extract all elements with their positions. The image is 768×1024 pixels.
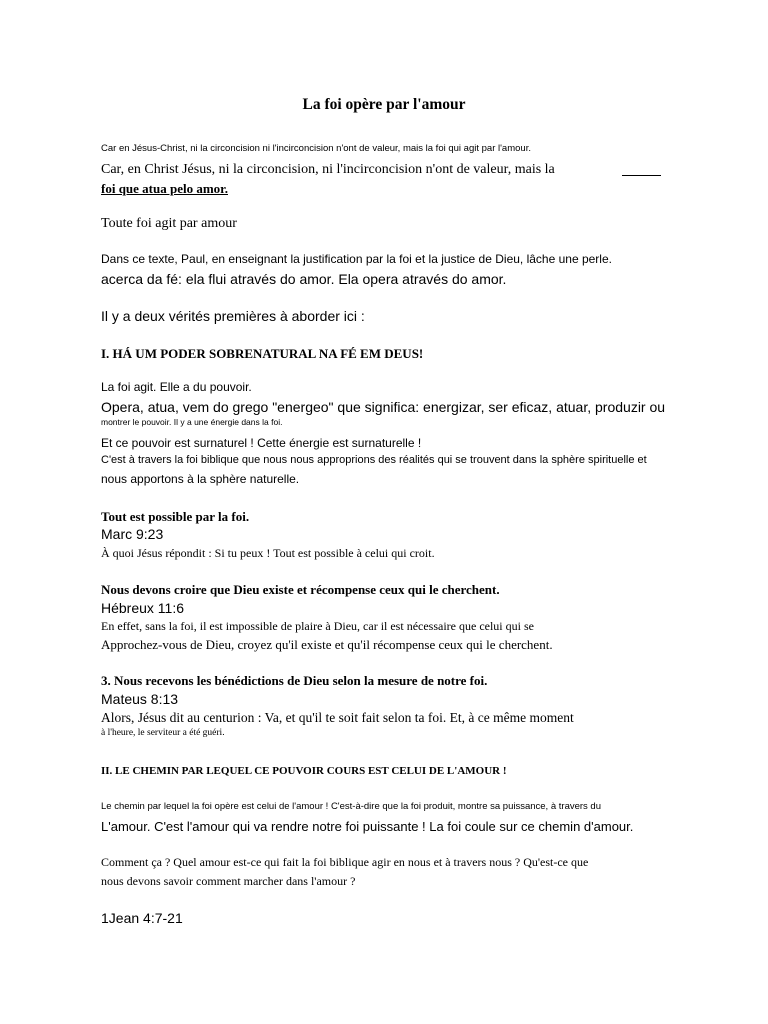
paragraph-line: nous devons savoir comment marcher dans l'amour ? <box>101 874 356 888</box>
paragraph-line: Il y a deux vérités premières à aborder ici : <box>101 308 365 324</box>
paragraph-line: nous apportons à la sphère naturelle. <box>101 472 300 486</box>
scripture-reference: Mateus 8:13 <box>101 691 179 707</box>
verse-line: foi que atua pelo amor. <box>101 181 228 196</box>
verse-line: En effet, sans la foi, il est impossible de plaire à Dieu, car il est nécessaire que celui qui se <box>101 619 534 633</box>
blank-underline <box>622 175 661 176</box>
subheading: Nous devons croire que Dieu existe et récompense ceux qui le cherchent. <box>101 582 500 597</box>
paragraph-line: L'amour. C'est l'amour qui va rendre notre foi puissante ! La foi coule sur ce chemin d'amour. <box>101 819 634 834</box>
subheading: 3. Nous recevons les bénédictions de Dieu selon la mesure de notre foi. <box>101 673 488 688</box>
section-heading: II. LE CHEMIN PAR LEQUEL CE POUVOIR COURS EST CELUI DE L'AMOUR ! <box>101 765 507 777</box>
paragraph-line: Comment ça ? Quel amour est-ce qui fait la foi biblique agir en nous et à travers nous ? Qu'est-ce que <box>101 855 589 869</box>
scripture-reference: Marc 9:23 <box>101 526 164 542</box>
paragraph-line: Et ce pouvoir est surnaturel ! Cette énergie est surnaturelle ! <box>101 436 422 450</box>
verse-line: Approchez-vous de Dieu, croyez qu'il existe et qu'il récompense ceux qui le cherchent. <box>101 637 553 652</box>
verse-line: à l'heure, le serviteur a été guéri. <box>101 728 225 738</box>
scripture-reference: 1Jean 4:7-21 <box>101 910 183 926</box>
paragraph-line: acerca da fé: ela flui através do amor. Ela opera através do amor. <box>101 271 507 287</box>
section-heading: I. HÁ UM PODER SOBRENATURAL NA FÉ EM DEUS! <box>101 346 424 361</box>
scripture-reference: Hébreux 11:6 <box>101 600 185 616</box>
paragraph-line: La foi agit. Elle a du pouvoir. <box>101 380 252 394</box>
paragraph-line: Opera, atua, vem do grego "energeo" que significa: energizar, ser eficaz, atuar, produzir ou <box>101 399 666 415</box>
verse-line: À quoi Jésus répondit : Si tu peux ! Tout est possible à celui qui croit. <box>101 546 435 560</box>
paragraph-line: montrer le pouvoir. Il y a une énergie dans la foi. <box>101 417 283 427</box>
verse-line: Alors, Jésus dit au centurion : Va, et qu'il te soit fait selon ta foi. Et, à ce même moment <box>101 710 574 725</box>
paragraph-line: Toute foi agit par amour <box>101 216 237 231</box>
document-title: La foi opère par l'amour <box>302 96 466 113</box>
verse-line: Car, en Christ Jésus, ni la circoncision, ni l'incirconcision n'ont de valeur, mais la <box>101 162 555 177</box>
paragraph-line: Dans ce texte, Paul, en enseignant la justification par la foi et la justice de Dieu, lâche une perle. <box>101 252 612 266</box>
paragraph-line: C'est à travers la foi biblique que nous nous approprions des réalités qui se trouvent dans la sphère spirituelle et <box>101 454 647 466</box>
subheading: Tout est possible par la foi. <box>101 509 250 524</box>
verse-line: Car en Jésus-Christ, ni la circoncision ni l'incirconcision n'ont de valeur, mais la foi qui agit par l'amour. <box>101 143 531 154</box>
paragraph-line: Le chemin par lequel la foi opère est celui de l'amour ! C'est-à-dire que la foi produit, montre sa puissance, à travers du <box>101 801 602 812</box>
